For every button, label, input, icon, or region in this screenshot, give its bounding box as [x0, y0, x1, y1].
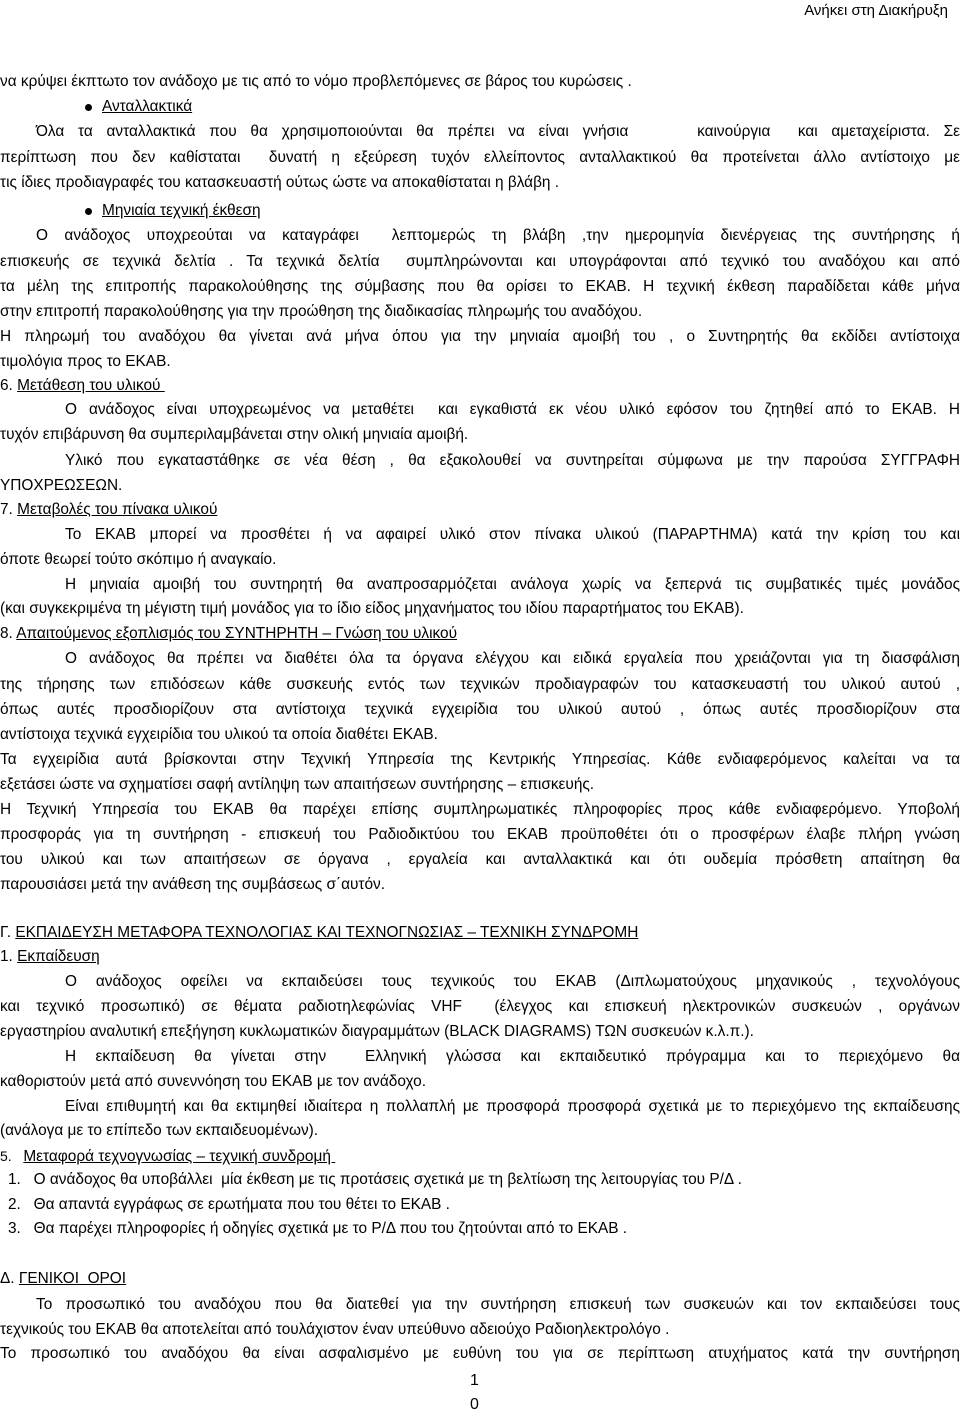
- subsection-heading-1: [0, 947, 960, 967]
- paragraph-line: τις ίδιες προδιαγραφές του κατασκευαστή ούτως ώστε να αποκαθίσταται η βλάβη .: [0, 174, 560, 191]
- paragraph-line: Ο ανάδοχος υποχρεούται να καταγράφει λεπτομερώς τη βλάβη ,την ημερομηνία διενέργειας της συντήρησης ή: [36, 227, 960, 244]
- section-title: Απαιτούμενος εξοπλισμός του ΣΥΝΤΗΡΗΤΗ – Γνώση του υλικού: [16, 625, 457, 642]
- paragraph-line: εξετάσει ώστε να σχηματίσει σαφή αντίληψη των απαιτήσεων συντήρησης – επισκευής.: [0, 776, 595, 793]
- page-number-digit: 1: [470, 1372, 479, 1389]
- section-heading-d: [0, 1269, 960, 1289]
- paragraph-line: (και συγκεκριμένα τη μέγιστη τιμή μονάδος για το ίδιο είδος μηχανήματος του ιδίου παραρτήματος του ΕΚΑΒ).: [0, 600, 744, 617]
- paragraph-line: παρουσιάσει μετά την ανάθεση της συμβάσεως σ΄αυτόν.: [0, 876, 386, 893]
- section-number: 1.: [0, 948, 18, 965]
- section-heading-g: [0, 923, 960, 943]
- paragraph-line: Το προσωπικό του αναδόχου που θα διατεθεί για την συντήρηση επισκευή των συσκευών και τον εκπαιδεύσει τους: [36, 1296, 960, 1313]
- bullet-icon: [85, 104, 92, 111]
- paragraph-line: τυχόν επιβάρυνση θα συμπεριλαμβάνεται στην ολική μηνιαία αμοιβή.: [0, 426, 469, 443]
- paragraph-line: στην επιτροπή παρακολούθησης για την προώθηση της διαδικασίας πληρωμής του αναδόχου.: [0, 303, 643, 320]
- subsection-heading-5: [0, 1146, 960, 1167]
- section-title: Μετάθεση του υλικού: [17, 377, 165, 394]
- paragraph-line: αντίστοιχα τεχνικά εγχειρίδια του υλικού τα οποία διαθέτει ΕΚΑΒ.: [0, 726, 438, 743]
- list-item: 1. Ο ανάδοχος θα υποβάλλει μία έκθεση με τις προτάσεις σχετικά με τη βελτίωση της λειτουργίας του Ρ/Δ .: [8, 1171, 742, 1188]
- section-title-monthly-report: Μηνιαία τεχνική έκθεση: [102, 202, 261, 219]
- page-header: Ανήκει στη Διακήρυξη: [804, 2, 948, 19]
- paragraph-line: του υλικού και των απαιτήσεων σε όργανα , εργαλεία και ανταλλακτικά και ότι ουδεμία πρόσθετη απαίτηση θα: [0, 851, 960, 868]
- paragraph-line: Το ΕΚΑΒ μπορεί να προσθέτει ή να αφαιρεί υλικό στον πίνακα υλικού (ΠΑΡΑΡΤΗΜΑ) κατά την κρίση του και: [65, 526, 960, 543]
- paragraph-line: της τήρησης των επιδόσεων κάθε συσκευής εντός των τεχνικών προδιαγραφών του κατασκευαστή του υλικού αυτού ,: [0, 676, 960, 693]
- paragraph-line: Η πληρωμή του αναδόχου θα γίνεται ανά μήνα όπου για την μηνιαία αμοιβή του , ο Συντηρητής θα εκδίδει αντίστοιχα: [0, 328, 960, 345]
- section-number: 5.: [0, 1148, 24, 1164]
- paragraph-line: (ανάλογα με το επίπεδο των εκπαιδευομένων).: [0, 1122, 319, 1139]
- paragraph-line: προσφοράς για τη συντήρηση - επισκευή του Ραδιοδικτύου του ΕΚΑΒ προϋποθέτει ότι ο προσφέρων έλαβε πλήρη γνώση: [0, 826, 960, 843]
- list-item: 3. Θα παρέχει πληροφορίες ή οδηγίες σχετικά με το Ρ/Δ που του ζητούνται από το ΕΚΑΒ .: [8, 1220, 628, 1237]
- paragraph-line: τεχνικούς του ΕΚΑΒ θα αποτελείται από τουλάχιστον έναν υπεύθυνο αδειούχο Ραδιοηλεκτρολόγο .: [0, 1321, 670, 1338]
- section-title: ΓΕΝΙΚΟΙ ΟΡΟΙ: [18, 1270, 127, 1287]
- section-number: 8.: [0, 625, 17, 642]
- paragraph-line: Είναι επιθυμητή και θα εκτιμηθεί ιδιαίτερα η πολλαπλή με προσφορά προσφορά σχετικά με το περιεχόμενο της εκπαίδευσης: [65, 1098, 960, 1115]
- paragraph-line: περίπτωση που δεν καθίσταται δυνατή η εξεύρεση τυχόν ελλείποντος ανταλλακτικού θα προτείνεται άλλο αντίστοιχο με: [0, 149, 960, 166]
- section-heading-7: [0, 500, 960, 520]
- paragraph-line: τιμολόγια προς το ΕΚΑΒ.: [0, 353, 171, 370]
- paragraph-line: και τεχνικό προσωπικό) σε θέματα ραδιοτηλεφώνίας VHF (έλεγχος και επισκευή ηλεκτρονικών συσκευών , οργάνων: [0, 998, 960, 1015]
- paragraph-line: επισκευής σε τεχνικά δελτία . Τα τεχνικά δελτία συμπληρώνονται και υπογράφονται από τεχνικό του αναδόχου και από: [0, 253, 960, 270]
- paragraph-line: Τα εγχειρίδια αυτά βρίσκονται στην Τεχνική Υπηρεσία της Κεντρικής Υπηρεσίας. Κάθε ενδιαφερόμενος καλείται να τα: [0, 751, 960, 768]
- paragraph-line: Ο ανάδοχος οφείλει να εκπαιδεύσει τους τεχνικούς του ΕΚΑΒ (Διπλωματούχους μηχανικούς , τεχνολόγους: [65, 973, 960, 990]
- section-title-spares: Ανταλλακτικά: [102, 98, 193, 115]
- section-heading-8: [0, 624, 960, 644]
- paragraph-line: καθοριστούν μετά από συνεννόηση του ΕΚΑΒ με τον ανάδοχο.: [0, 1073, 426, 1090]
- section-title: Εκπαίδευση: [17, 948, 100, 965]
- section-title: Μεταβολές του πίνακα υλικού: [17, 501, 218, 518]
- section-number: 6.: [0, 377, 18, 394]
- paragraph-line: Η Τεχνική Υπηρεσία του ΕΚΑΒ θα παρέχει επίσης συμπληρωματικές πληροφορίες προς κάθε ενδιαφερόμενο. Υποβολή: [0, 801, 960, 818]
- bullet-icon: [85, 208, 92, 215]
- section-title: Μεταφορά τεχνογνωσίας – τεχνική συνδρομή: [23, 1148, 336, 1165]
- paragraph-line: Ο ανάδοχος είναι υποχρεωμένος να μεταθέτει και εγκαθιστά εκ νέου υλικό εφόσον του ζητηθεί από το ΕΚΑΒ. Η: [65, 401, 960, 418]
- section-heading-6: [0, 376, 960, 396]
- section-number: 7.: [0, 501, 18, 518]
- paragraph-line: όποτε θεωρεί τούτο σκόπιμο ή αναγκαίο.: [0, 551, 277, 568]
- page-number-digit: 0: [470, 1396, 479, 1413]
- paragraph-line: Το προσωπικό του αναδόχου θα είναι ασφαλισμένο με ευθύνη του για σε περίπτωση ατυχήματος κατά την συντήρηση: [0, 1345, 960, 1362]
- paragraph-line: Όλα τα ανταλλακτικά που θα χρησιμοποιούνται θα πρέπει να είναι γνήσια καινούργια και αμεταχείριστα. Σε: [36, 123, 960, 140]
- section-title: ΕΚΠΑΙΔΕΥΣΗ ΜΕΤΑΦΟΡΑ ΤΕΧΝΟΛΟΓΙΑΣ ΚΑΙ ΤΕΧΝΟΓΝΩΣΙΑΣ – ΤΕΧΝΙΚΗ ΣΥΝΔΡΟΜΗ: [15, 924, 639, 941]
- paragraph-line: εργαστηρίου αναλυτική επεξήγηση κυκλωματικών διαγραμμάτων (BLACK DIAGRAMS) ΤΩΝ συσκευών κ.λ.π.).: [0, 1023, 754, 1040]
- paragraph-line: όπως αυτές προσδιορίζουν στα αντίστοιχα τεχνικά εγχειρίδια του υλικού αυτού , όπως αυτές προσδιορίζουν στα: [0, 701, 960, 718]
- list-item: 2. Θα απαντά εγγράφως σε ερωτήματα που του θέτει το ΕΚΑΒ .: [8, 1196, 450, 1213]
- paragraph-line: Η μηνιαία αμοιβή του συντηρητή θα αναπροσαρμόζεται ανάλογα χωρίς να ξεπερνά τις συμβατικές τιμές μονάδος: [65, 576, 960, 593]
- paragraph-line: τα μέλη της επιτροπής παρακολούθησης της σύμβασης που θα ορίσει το ΕΚΑΒ. Η τεχνική έκθεση παραδίδεται κάθε μήνα: [0, 278, 960, 295]
- paragraph-line: Ο ανάδοχος θα πρέπει να διαθέτει όλα τα όργανα ελέγχου και ειδικά εργαλεία που χρειάζονται για τη διασφάλιση: [65, 650, 960, 667]
- paragraph-line: να κρύψει έκπτωτο τον ανάδοχο με τις από το νόμο προβλεπόμενες σε βάρος του κυρώσεις .: [0, 73, 632, 90]
- paragraph-line: ΥΠΟΧΡΕΩΣΕΩΝ.: [0, 477, 123, 494]
- paragraph-line: Η εκπαίδευση θα γίνεται στην Ελληνική γλώσσα και εκπαιδευτικό πρόγραμμα και το περιεχόμενο θα: [65, 1048, 960, 1065]
- section-number: Γ.: [0, 924, 16, 941]
- section-number: Δ.: [0, 1270, 19, 1287]
- paragraph-line: Υλικό που εγκαταστάθηκε σε νέα θέση , θα εξακολουθεί να συντηρείται σύμφωνα με την παρούσα ΣΥΓΓΡΑΦΗ: [65, 452, 960, 469]
